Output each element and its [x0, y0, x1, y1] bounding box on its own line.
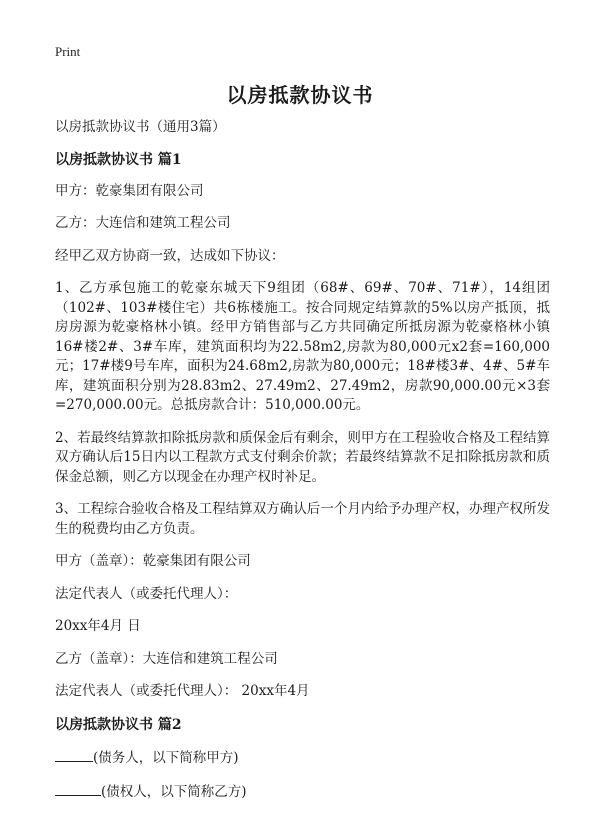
intro-paragraph: 经甲乙双方协商一致，达成如下协议： — [55, 247, 285, 264]
party-a-line: 甲方：乾豪集团有限公司 — [55, 182, 204, 199]
clause-2: 2、若最终结算款扣除抵房款和质保金后有剩余，则甲方在工程验收合格及工程结算双方确认后15日内以工程款方式支付剩余价款；若最终结算款不足扣除抵房款和质保金总额，则乙方以现金在办理产权时补足。 — [55, 429, 550, 485]
print-link[interactable]: Print — [55, 44, 81, 59]
blank-underline — [55, 747, 93, 762]
debtor-line — [55, 747, 550, 769]
creditor-line — [55, 781, 550, 803]
party-b-line: 乙方：大连信和建筑工程公司 — [55, 215, 231, 231]
clause-1: 1、乙方承包施工的乾豪东城天下9组团（68#、69#、70#、71#），14组团 （102#、103#楼住宅）共6栋楼施工。按合同规定结算款的5%以房产抵顶，抵房房源为乾豪格林小镇。经甲方销售部与乙方共同确定所抵房源为乾豪格林小镇16#楼2#、3#车库，建筑面积均为22.58m2,房款为80,000元x2套=160,000元；17#楼9号车库，面积为24.68m2,房款为80,000元；18#楼3#、4#、5#车库，建筑面积分别为28.83m2、27.49m2、27.49m2，房款90,000.00元×3套=270,000.00元。总抵房款合计：510,000.00元。 — [55, 280, 550, 413]
section-heading-2: 以房抵款协议书 篇2 — [55, 716, 182, 733]
document-subtitle: 以房抵款协议书（通用3篇） — [55, 119, 226, 135]
section-heading-1: 以房抵款协议书 篇1 — [55, 151, 182, 168]
document-title: 以房抵款协议书 — [226, 83, 374, 107]
signature-party-b: 乙方（盖章）：大连信和建筑工程公司 — [55, 650, 278, 667]
debtor-text: (债务人，以下简称甲方) — [93, 749, 239, 766]
document-body — [55, 118, 550, 816]
date-a: 20xx年4月 日 — [55, 618, 141, 634]
representative-a: 法定代表人（或委托代理人）： — [55, 585, 238, 602]
creditor-text: (债权人，以下简称乙方) — [101, 784, 247, 800]
clause-3: 3、工程综合验收合格及工程结算双方确认后一个月内给予办理产权，办理产权所发生的税费均由乙方负责。 — [55, 501, 550, 537]
representative-b: 法定代表人（或委托代理人）： 20xx年4月 — [55, 683, 310, 699]
signature-party-a: 甲方（盖章）：乾豪集团有限公司 — [55, 553, 251, 569]
blank-underline — [55, 781, 101, 796]
